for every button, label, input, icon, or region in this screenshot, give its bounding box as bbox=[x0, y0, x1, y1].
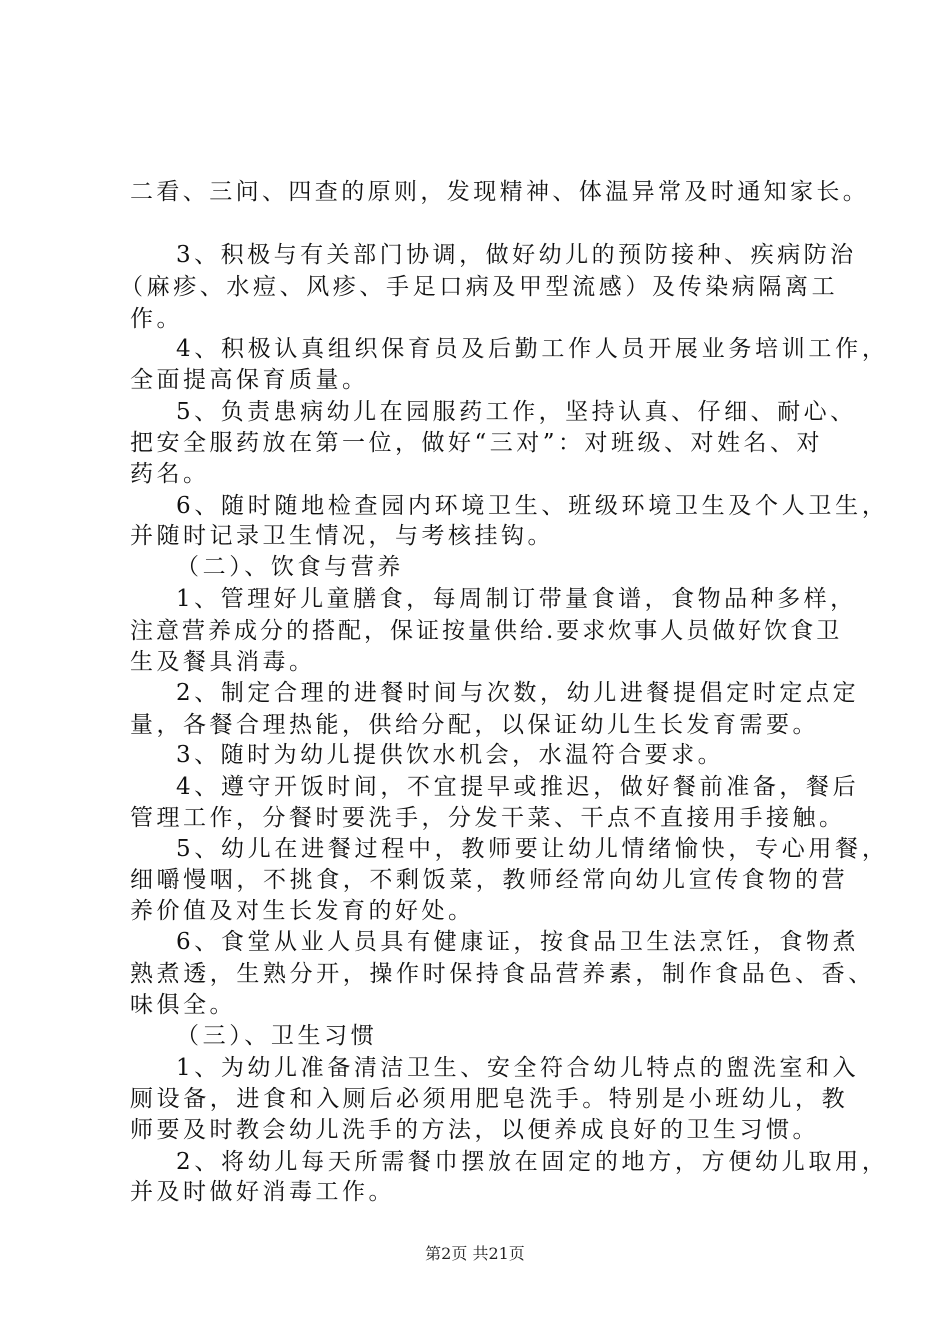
page-footer: 第2页 共21页 bbox=[425, 1244, 525, 1263]
paragraph-line: 1、为幼儿准备清洁卫生、安全符合幼儿特点的盥洗室和入 bbox=[176, 1055, 860, 1081]
paragraph-line: 师要及时教会幼儿洗手的方法，以便养成良好的卫生习惯。 bbox=[130, 1117, 819, 1143]
paragraph-line: （麻疹、水痘、风疹、手足口病及甲型流感）及传染病隔离工 bbox=[120, 274, 839, 300]
paragraph-line: 厕设备，进食和入厕后必须用肥皂洗手。特别是小班幼儿，教 bbox=[130, 1086, 849, 1112]
paragraph-line: 并随时记录卫生情况，与考核挂钩。 bbox=[130, 523, 554, 549]
section-heading: （二）、饮食与营养 bbox=[176, 554, 404, 580]
paragraph-line: 5、负责患病幼儿在园服药工作，坚持认真、仔细、耐心、 bbox=[176, 399, 857, 425]
paragraph-line: 二看、三问、四查的原则，发现精神、体温异常及时通知家长。 bbox=[130, 179, 870, 205]
paragraph-line: 药名。 bbox=[130, 461, 210, 487]
paragraph-line: 3、积极与有关部门协调，做好幼儿的预防接种、疾病防治 bbox=[176, 242, 857, 268]
paragraph-line: 6、食堂从业人员具有健康证，按食品卫生法烹饪，食物煮 bbox=[176, 929, 860, 955]
paragraph-line: 量，各餐合理热能，供给分配，以保证幼儿生长发育需要。 bbox=[130, 712, 819, 738]
paragraph-line: 细嚼慢咽，不挑食，不剩饭菜，教师经常向幼儿宣传食物的营 bbox=[130, 867, 849, 893]
section-heading: （三）、卫生习惯 bbox=[176, 1023, 378, 1049]
paragraph-line: 味俱全。 bbox=[130, 992, 236, 1018]
paragraph-line: 管理工作，分餐时要洗手，分发干菜、干点不直接用手接触。 bbox=[130, 805, 846, 831]
paragraph-line: 4、遵守开饭时间，不宜提早或推迟，做好餐前准备，餐后 bbox=[176, 774, 860, 800]
paragraph-line: 注意营养成分的搭配，保证按量供给.要求炊事人员做好饮食卫 bbox=[130, 618, 843, 644]
paragraph-line: 4、积极认真组织保育员及后勤工作人员开展业务培训工作， bbox=[176, 336, 889, 362]
paragraph-line: 2、制定合理的进餐时间与次数，幼儿进餐提倡定时定点定 bbox=[176, 680, 860, 706]
paragraph-line: 2、将幼儿每天所需餐巾摆放在固定的地方，方便幼儿取用， bbox=[176, 1149, 889, 1175]
paragraph-line: 全面提高保育质量。 bbox=[130, 367, 369, 393]
paragraph-line: 1、管理好儿童膳食，每周制订带量食谱，食物品种多样， bbox=[176, 586, 857, 612]
paragraph-line: 养价值及对生长发育的好处。 bbox=[130, 898, 475, 924]
paragraph-line: 6、随时随地检查园内环境卫生、班级环境卫生及个人卫生， bbox=[176, 493, 889, 519]
paragraph-line: 并及时做好消毒工作。 bbox=[130, 1179, 395, 1205]
paragraph-line: 作。 bbox=[130, 306, 183, 332]
paragraph-line: 3、随时为幼儿提供饮水机会，水温符合要求。 bbox=[176, 742, 725, 768]
paragraph-line: 生及餐具消毒。 bbox=[130, 649, 316, 675]
paragraph-line: 把安全服药放在第一位，做好“三对”：对班级、对姓名、对 bbox=[130, 430, 824, 456]
paragraph-line: 5、幼儿在进餐过程中，教师要让幼儿情绪愉快，专心用餐， bbox=[176, 836, 889, 862]
paragraph-line: 熟煮透，生熟分开，操作时保持食品营养素，制作食品色、香、 bbox=[130, 961, 875, 987]
